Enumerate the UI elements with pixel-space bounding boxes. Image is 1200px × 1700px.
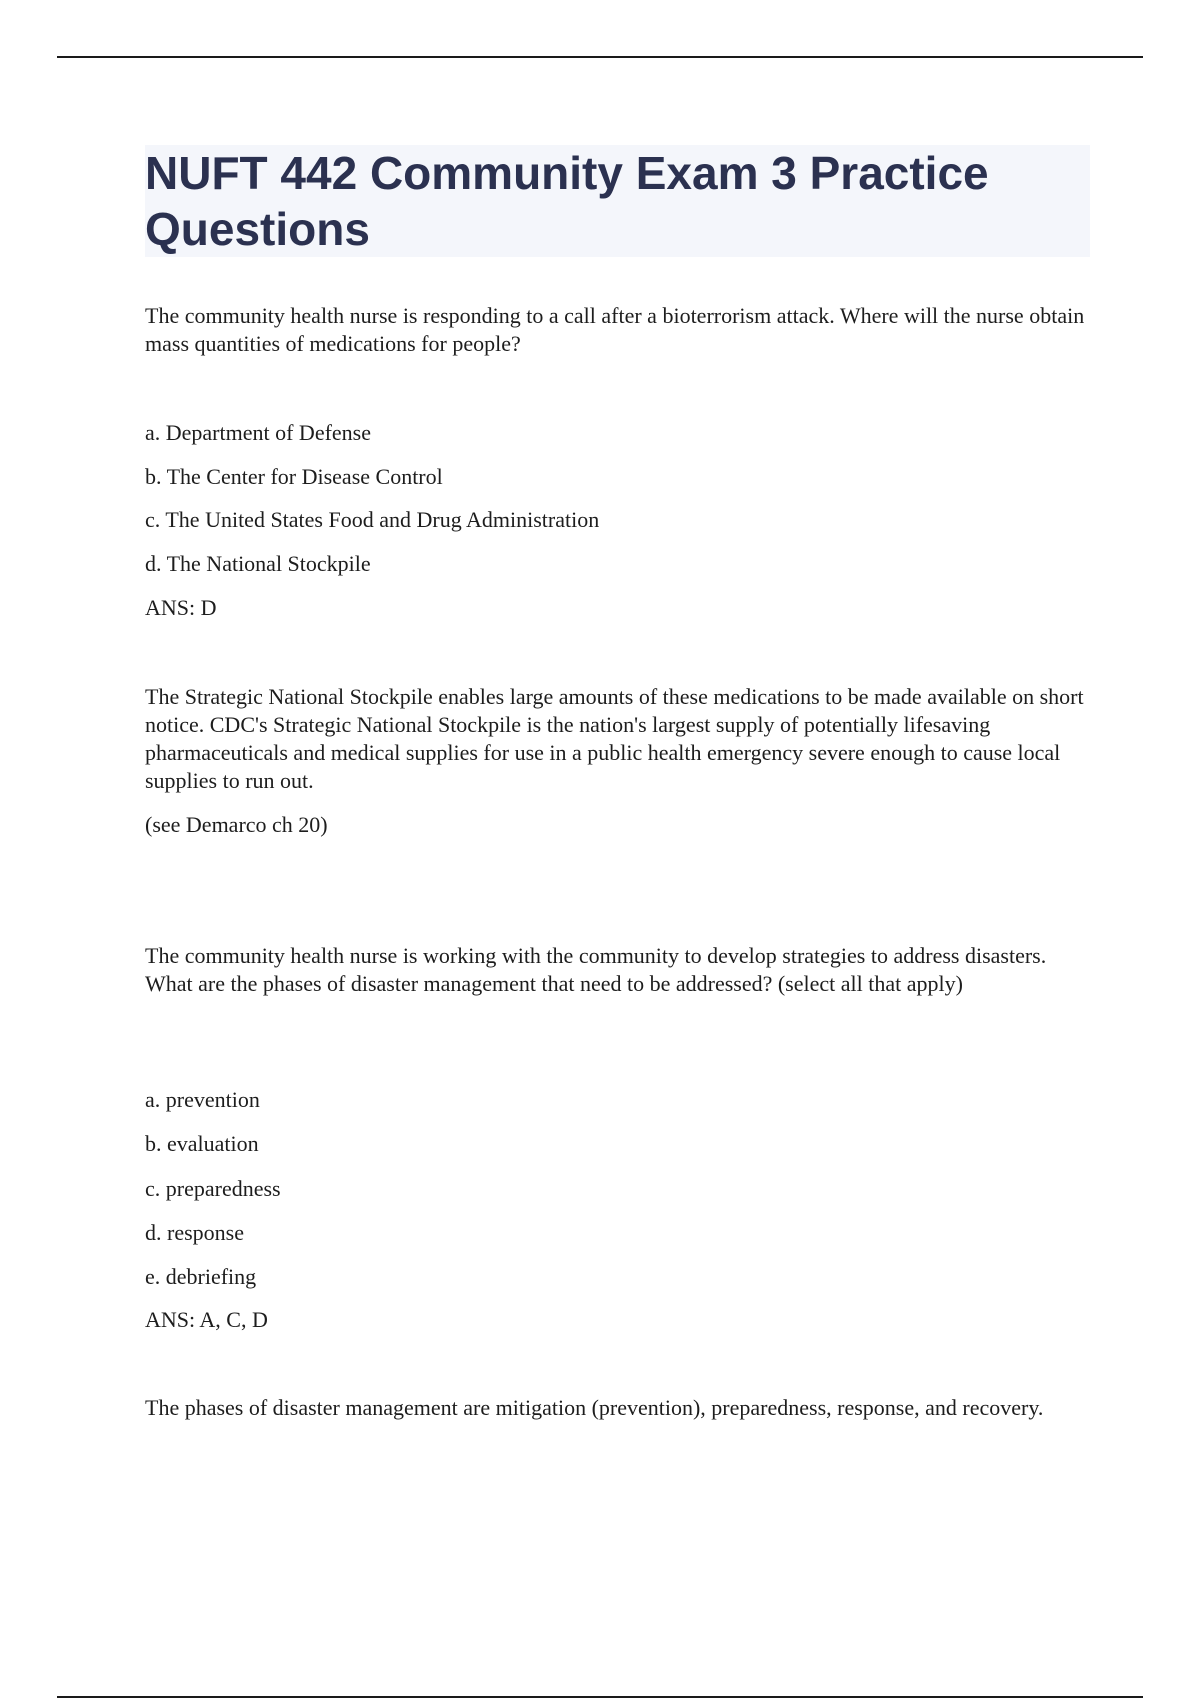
question-1-option-b: b. The Center for Disease Control <box>145 464 443 489</box>
question-2-rationale: The phases of disaster management are mitigation (prevention), preparedness, response, and recovery. <box>145 1395 1044 1420</box>
question-2-stem: The community health nurse is working with the community to develop strategies to address disasters. What are the phases of disaster management that need to be addressed? (select all that apply) <box>145 943 1047 996</box>
question-1-stem: The community health nurse is responding to a call after a bioterrorism attack. Where will the nurse obtain mass quantities of medications for people? <box>145 303 1085 356</box>
question-1-answer: ANS: D <box>145 595 217 620</box>
question-1-option-d: d. The National Stockpile <box>145 551 371 576</box>
question-2-option-c: c. preparedness <box>145 1176 281 1201</box>
title-block <box>145 145 1090 257</box>
question-1-rationale: The Strategic National Stockpile enables large amounts of these medications to be made available on short notice. CDC's Strategic National Stockpile is the nation's largest supply of potentially lifesaving pharmaceuticals and medical supplies for use in a public health emergency severe enough to cause local supplies to run out. <box>145 684 1084 793</box>
bottom-rule <box>57 1696 1143 1698</box>
document-title: NUFT 442 Community Exam 3 Practice Questions <box>145 147 989 255</box>
question-1-option-c: c. The United States Food and Drug Administration <box>145 507 600 532</box>
question-1-option-a: a. Department of Defense <box>145 420 372 445</box>
question-2-option-d: d. response <box>145 1220 244 1245</box>
question-2-option-a: a. prevention <box>145 1087 260 1112</box>
question-2-answer: ANS: A, C, D <box>145 1307 268 1332</box>
question-2-option-b: b. evaluation <box>145 1131 259 1156</box>
question-2-option-e: e. debriefing <box>145 1264 257 1289</box>
top-rule <box>57 56 1143 58</box>
question-1-reference: (see Demarco ch 20) <box>145 812 328 837</box>
